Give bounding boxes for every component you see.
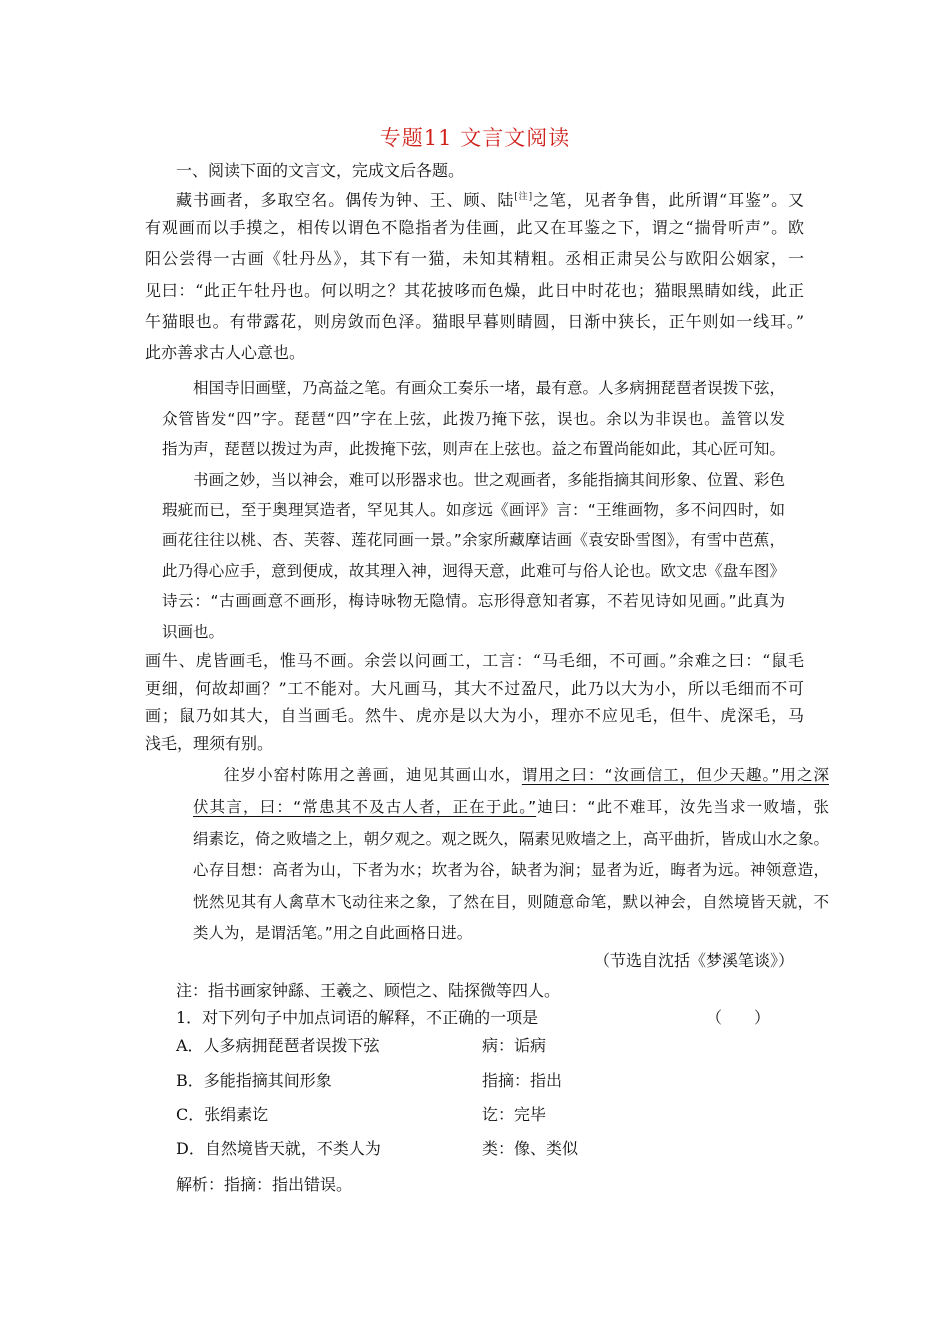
page-title: 专题11 文言文阅读 bbox=[379, 126, 571, 150]
para3-line5: 诗云：“古画画意不画形，梅诗咏物无隐情。忘形得意知者寡，不若见诗如见画。”此真为 bbox=[162, 592, 785, 610]
para5-line1: 往岁小窑村陈用之善画，迪见其画山水，谓用之曰：“汝画信工，但少天趣。”用之深 bbox=[224, 766, 829, 784]
para4-line1: 画牛、虎皆画毛，惟马不画。余尝以问画工，工言：“马毛细，不可画。”余难之曰：“鼠毛 bbox=[145, 651, 804, 670]
para1-line3: 阳公尝得一古画《牡丹丛》，其下有一猫，未知其精粗。丞相正肃吴公与欧阳公姻家，一 bbox=[145, 249, 804, 268]
para4-line4: 浅毛，理须有别。 bbox=[145, 734, 274, 753]
source-citation: （节选自沈括《梦溪笔谈》） bbox=[594, 951, 795, 970]
para4-line3: 画；鼠乃如其大，自当画毛。然牛、虎亦是以大为小，理亦不应见毛，但牛、虎深毛，马 bbox=[145, 706, 804, 725]
para3-line2: 瑕疵而已，至于奥理冥造者，罕见其人。如彦远《画评》言：“王维画物，多不问四时，如 bbox=[162, 501, 785, 519]
underlined-sentence: 伏其言，曰：“常患其不及古人者，正在于此。” bbox=[193, 798, 537, 816]
option-a-gloss: 病：诟病 bbox=[482, 1036, 547, 1055]
para5-line4: 心存目想：高者为山，下者为水；坎者为谷，缺者为涧；显者为近，晦者为远。神领意造， bbox=[193, 861, 829, 879]
option-a-sentence: A．人多病拥琵琶者误拨下弦 bbox=[176, 1036, 380, 1055]
para5-line5: 恍然见其有人禽草木飞动往来之象，了然在目，则随意命笔，默以神会，自然境皆天就，不 bbox=[193, 893, 829, 911]
para5-line6: 类人为，是谓活笔。”用之自此画格日进。 bbox=[193, 924, 473, 942]
footnote-marker: [注] bbox=[514, 192, 533, 202]
answer-blank: （ ） bbox=[706, 1008, 771, 1027]
footnote: 注：指书画家钟繇、王羲之、顾恺之、陆探微等四人。 bbox=[176, 981, 561, 1000]
para2-line3: 指为声，琵琶以拨过为声，此拨掩下弦，则声在上弦也。益之布置尚能如此，其心匠可知。 bbox=[162, 440, 785, 458]
instruction: 一、阅读下面的文言文，完成文后各题。 bbox=[176, 161, 465, 180]
para1-line4: 见曰：“此正午牡丹也。何以明之？其花披哆而色燥，此日中时花也；猫眼黑睛如线，此正 bbox=[145, 281, 804, 300]
para1-line1: 藏书画者，多取空名。偶传为钟、王、顾、陆[注]之笔，见者争售，此所谓“耳鉴”。又 bbox=[176, 190, 804, 210]
option-c-gloss: 讫：完毕 bbox=[482, 1105, 547, 1124]
para3-line1: 书画之妙，当以神会，难可以形器求也。世之观画者，多能指摘其间形象、位置、彩色 bbox=[193, 471, 785, 489]
para2-line2: 众管皆发“四”字。琵琶“四”字在上弦，此拨乃掩下弦，误也。余以为非误也。盖管以发 bbox=[162, 410, 785, 428]
para3-line3: 画花往往以桃、杏、芙蓉、莲花同画一景。”余家所藏摩诘画《袁安卧雪图》，有雪中芭蕉， bbox=[162, 531, 785, 549]
option-d-sentence: D．自然境皆天就，不类人为 bbox=[176, 1139, 381, 1158]
para5-line2: 伏其言，曰：“常患其不及古人者，正在于此。”迪曰：“此不难耳，汝先当求一败墙，张 bbox=[193, 798, 829, 816]
para1-line2: 有观画而以手摸之，相传以谓色不隐指者为佳画，此又在耳鉴之下，谓之“揣骨听声”。欧 bbox=[145, 218, 804, 237]
option-b-gloss: 指摘：指出 bbox=[482, 1071, 563, 1090]
para2-line1: 相国寺旧画壁，乃高益之笔。有画众工奏乐一堵，最有意。人多病拥琵琶者误拨下弦， bbox=[193, 379, 785, 397]
para3-line4: 此乃得心应手，意到便成，故其理入神，迥得天意，此难可与俗人论也。欧文忠《盘车图》 bbox=[162, 562, 785, 580]
underlined-sentence: 谓用之曰：“汝画信工，但少天趣。”用之深 bbox=[521, 766, 829, 784]
option-b-sentence: B．多能指摘其间形象 bbox=[176, 1071, 332, 1090]
para5-line3: 绢素讫，倚之败墙之上，朝夕观之。观之既久，隔素见败墙之上，高平曲折，皆成山水之象。 bbox=[193, 830, 829, 848]
para1-line6: 此亦善求古人心意也。 bbox=[145, 343, 306, 362]
para4-line2: 更细，何故却画？”工不能对。大凡画马，其大不过盈尺，此乃以大为小，所以毛细而不可 bbox=[145, 679, 804, 698]
analysis: 解析：指摘：指出错误。 bbox=[176, 1175, 353, 1194]
para1-line5: 午猫眼也。有带露花，则房敛而色泽。猫眼早暮则睛圆，日渐中狭长，正午则如一线耳。” bbox=[145, 312, 804, 331]
para3-line6: 识画也。 bbox=[162, 623, 225, 641]
option-c-sentence: C．张绢素讫 bbox=[176, 1105, 269, 1124]
option-d-gloss: 类：像、类似 bbox=[482, 1139, 579, 1158]
question-stem: 1．对下列句子中加点词语的解释，不正确的一项是 bbox=[176, 1008, 539, 1027]
